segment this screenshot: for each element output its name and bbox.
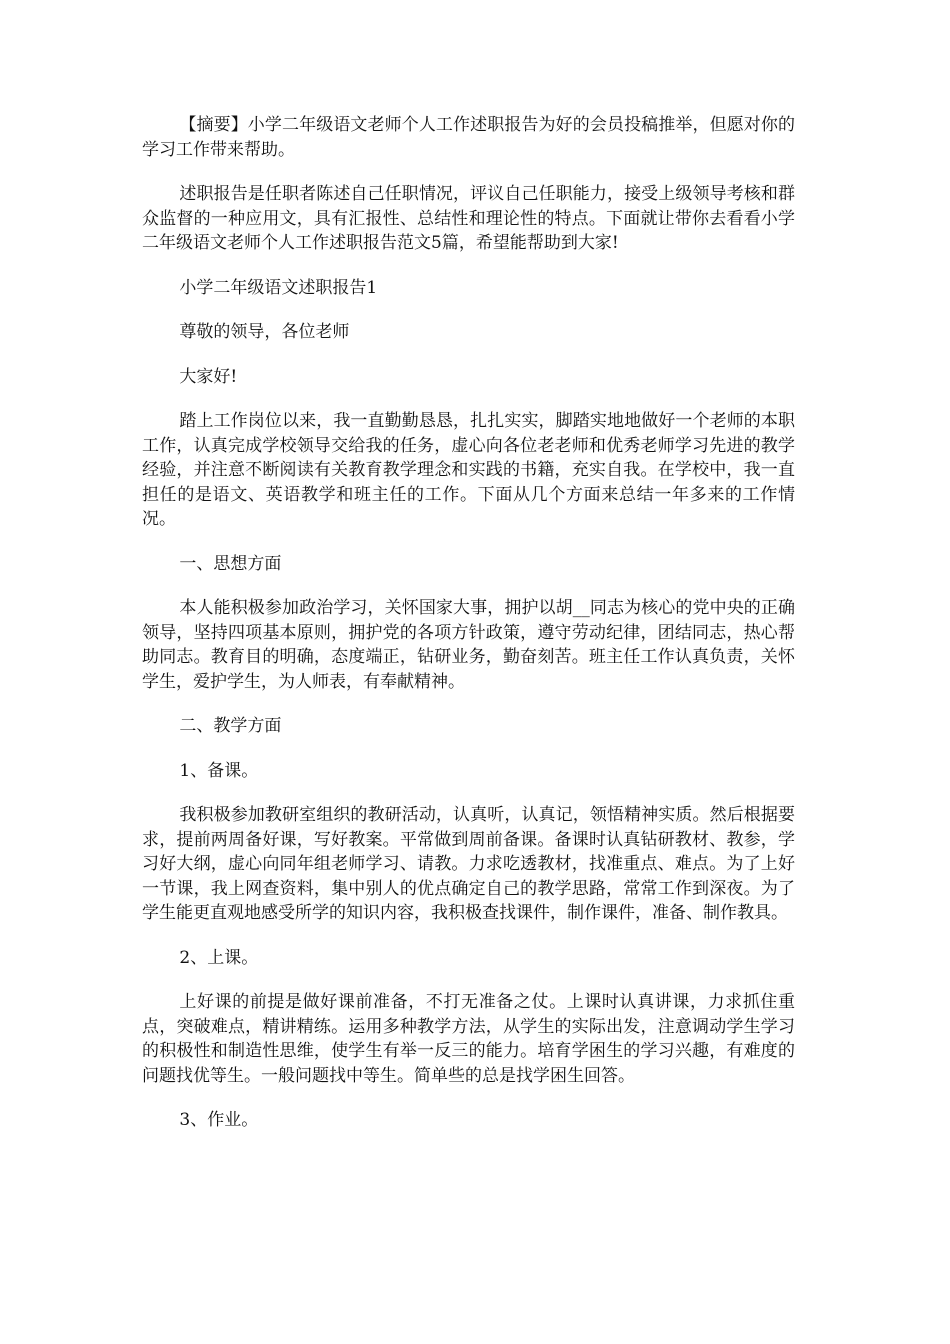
intro-paragraph: 述职报告是任职者陈述自己任职情况，评议自己任职能力，接受上级领导考核和群众监督的一种应用文，具有汇报性、总结性和理论性的特点。下面就让带你去看看小学二年级语文老师个人工作述职报告范文5篇，希望能帮助到大家! (142, 184, 795, 253)
abstract-paragraph: 【摘要】小学二年级语文老师个人工作述职报告为好的会员投稿推举，但愿对你的学习工作带来帮助。 (142, 115, 795, 160)
opening-paragraph: 踏上工作岗位以来，我一直勤勤恳恳，扎扎实实，脚踏实地地做好一个老师的本职工作，认真完成学校领导交给我的任务，虚心向各位老老师和优秀老师学习先进的教学经验，并注意不断阅读有关教育教学理念和实践的书籍，充实自我。在学校中，我一直担任的是语文、英语教学和班主任的工作。下面从几个方面来总结一年多来的工作情况。 (142, 411, 795, 529)
class-paragraph: 上好课的前提是做好课前准备，不打无准备之仗。上课时认真讲课，力求抓住重点，突破难点，精讲精练。运用多种教学方法，从学生的实际出发，注意调动学生学习的积极性和制造性思维，使学生有举一反三的能力。培育学困生的学习兴趣，有难度的问题找优等生。一般问题找中等生。简单些的总是找学困生回答。 (142, 992, 795, 1086)
section-heading-thought: 一、思想方面 (179, 553, 282, 574)
salutation: 尊敬的领导，各位老师 (179, 322, 350, 342)
section-heading-teaching: 二、教学方面 (179, 716, 282, 736)
greeting: 大家好! (179, 366, 238, 387)
lesson-prep-paragraph: 我积极参加教研室组织的教研活动，认真听，认真记，领悟精神实质。然后根据要求，提前两周备好课，写好教案。平常做到周前备课。备课时认真钻研教材、教参，学习好大纲，虚心向同年组老师学习、请教。力求吃透教材，找准重点、难点。为了上好一节课，我上网查资料，集中别人的优点确定自己的教学思路，常常工作到深夜。为了学生能更直观地感受所学的知识内容，我积极查找课件，制作课件，准备、制作教具。 (142, 805, 795, 923)
thought-paragraph: 本人能积极参加政治学习，关怀国家大事，拥护以胡__同志为核心的党中央的正确领导，坚持四项基本原则，拥护党的各项方针政策，遵守劳动纪律，团结同志，热心帮助同志。教育目的明确，态度端正，钻研业务，勤奋刻苦。班主任工作认真负责，关怀学生，爱护学生，为人师表，有奉献精神。 (142, 598, 795, 692)
report-title: 小学二年级语文述职报告1 (179, 277, 378, 298)
subheading-homework: 3、作业。 (179, 1110, 259, 1130)
subheading-lesson-prep: 1、备课。 (179, 760, 259, 781)
document-body (142, 113, 795, 1153)
subheading-class: 2、上课。 (179, 947, 259, 968)
